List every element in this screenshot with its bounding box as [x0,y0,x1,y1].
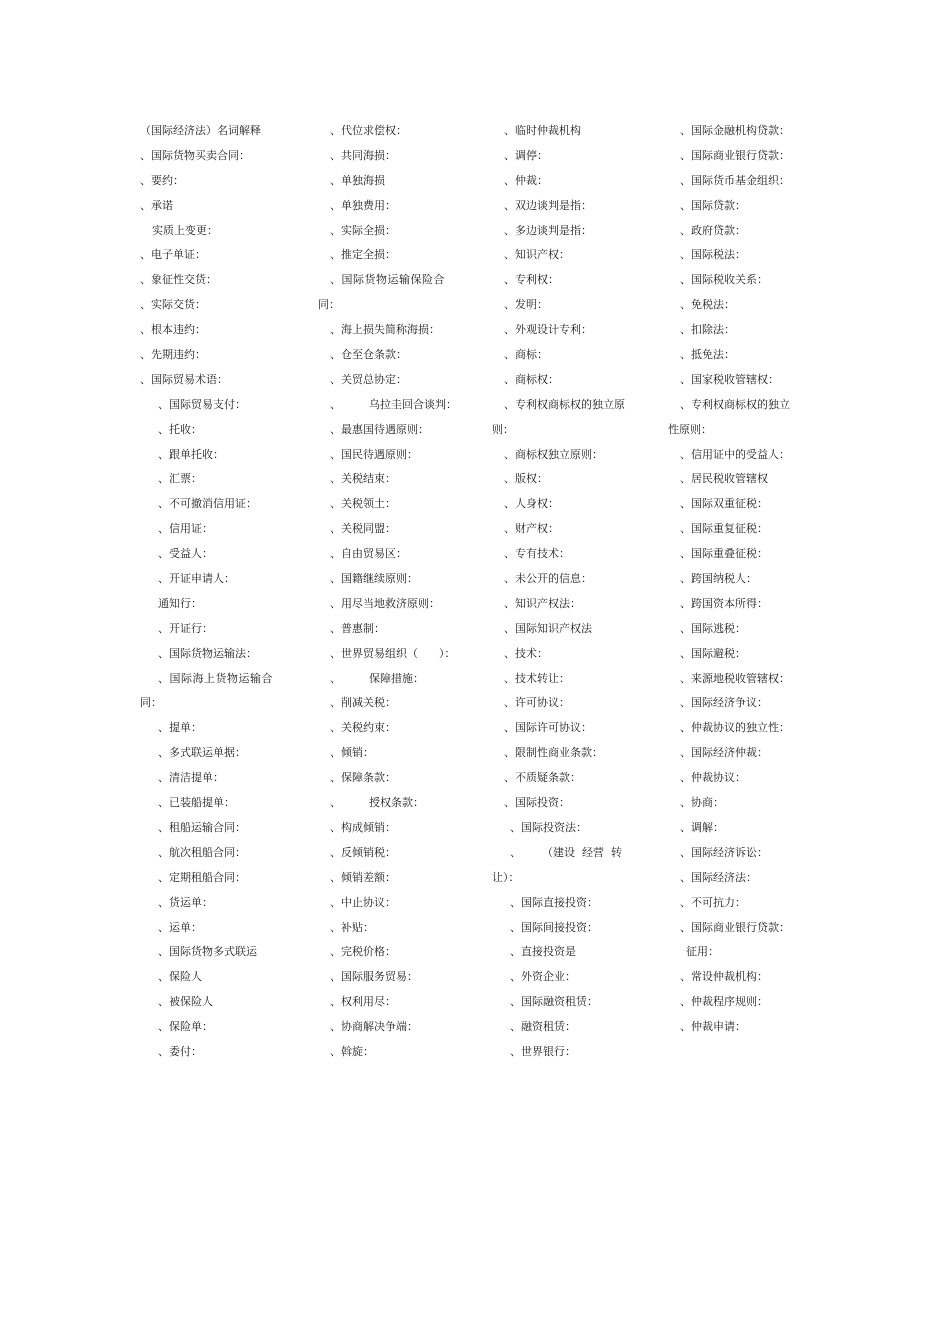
term-line: 、货运单： [158,895,213,909]
term-line: 、共同海损： [330,148,396,162]
term-line: 、电子单证： [140,248,206,262]
term-line: 、清洁提单： [158,771,224,785]
term-line: 、托收： [158,422,202,436]
term-line: 、提单： [158,721,202,735]
term-line: 则： [492,422,514,436]
term-line: 、开证申请人： [158,572,235,586]
term-line: 、国际贸易支付： [158,397,246,411]
term-line: 、技术： [504,646,548,660]
term-line: 、国际经济仲裁： [680,746,768,760]
term-line: 、构成倾销： [330,820,396,834]
term-line: 、国际贷款： [680,198,746,212]
term-line: 、仲裁协议的独立性： [680,721,790,735]
term-line: 、倾销差额： [330,870,396,884]
term-line: 、外资企业： [510,970,576,984]
term-line: 、国际知识产权法 [504,621,592,635]
term-line: 、信用证： [158,522,213,536]
term-line: 、保障条款： [330,771,396,785]
term-line: 、知识产权法： [504,596,581,610]
term-line: 、国际税收关系： [680,273,768,287]
term-line: 、跟单托收： [158,447,224,461]
term-line: 、国际直接投资： [510,895,598,909]
term-line: 、国际货物多式联运 [158,945,257,959]
term-line: 、承诺 [140,198,173,212]
term-line: 、单独海损 [330,173,385,187]
glossary-column-3 [492,119,667,1065]
term-line: 、商标： [504,348,548,362]
term-line: 性原则： [668,422,712,436]
term-line: 、根本违约： [140,323,206,337]
term-line: 、来源地税收管辖权： [680,671,790,685]
term-line: 、国际服务贸易： [330,970,418,984]
term-line: 、保险单： [158,1020,213,1034]
term-line: 、国际经济诉讼： [680,845,768,859]
term-line: 、 乌拉圭回合谈判： [330,397,457,411]
term-line: 、人身权： [504,497,559,511]
term-line: 、商标权： [504,372,559,386]
term-line: 、商标权独立原则： [504,447,603,461]
term-line: 、国籍继续原则： [330,572,418,586]
term-line: 通知行： [158,596,202,610]
term-line: 、融资租赁： [510,1020,576,1034]
term-line: 、专利权商标权的独立 [680,397,790,411]
term-line: 、最惠国待遇原则： [330,422,429,436]
term-line: 、不可抗力： [680,895,746,909]
term-line: 、国际货币基金组织： [680,173,790,187]
term-line: 、调解： [680,820,724,834]
term-line: 、国际间接投资： [510,920,598,934]
term-line: 、倾销： [330,746,374,760]
term-line: 、国际金融机构贷款： [680,124,790,137]
term-line: 、关税领土： [330,497,396,511]
term-line: 、版权： [504,472,548,486]
term-line: 、发明： [504,298,548,312]
term-line: 、国际融资租赁： [510,995,598,1009]
term-line: 、关税约束： [330,721,396,735]
term-line: 、补贴： [330,920,374,934]
term-line: 、斡旋： [330,1044,374,1058]
term-line: 、仲裁： [504,173,548,187]
term-line: 、仓至仓条款： [330,348,407,362]
term-line: 、世界银行： [510,1044,576,1058]
term-line: 、代位求偿权： [330,124,407,137]
term-line: 、国民待遇原则： [330,447,418,461]
term-line: 、定期租船合同： [158,870,246,884]
term-line: 、专利权： [504,273,559,287]
term-line: 、未公开的信息： [504,572,592,586]
term-line: 、委付： [158,1044,202,1058]
term-line: 、财产权： [504,522,559,536]
term-line: 、国际许可协议： [504,721,592,735]
term-line: 、关贸总协定： [330,372,407,386]
glossary-column-4 [668,119,843,1040]
term-line: 、关税同盟： [330,522,396,536]
term-line: 、免税法： [680,298,735,312]
term-line: 、开证行： [158,621,213,635]
term-line: 、单独费用： [330,198,396,212]
term-line: 、反倾销税： [330,845,396,859]
term-line: 、限制性商业条款： [504,746,603,760]
term-line: 、国际逃税： [680,621,746,635]
term-line: 、专利权商标权的独立原 [504,397,625,411]
glossary-column-2 [318,119,493,1065]
term-line: 、 （建设 经营 转 [510,845,622,859]
term-line: 、许可协议： [504,696,570,710]
term-line: 、仲裁申请： [680,1020,746,1034]
term-line: 、信用证中的受益人： [680,447,790,461]
term-line: 、国际商业银行贷款： [680,148,790,162]
term-line: 、政府贷款： [680,223,746,237]
term-line: 、要约： [140,173,184,187]
term-line: 、汇票： [158,472,202,486]
term-line: 、专有技术： [504,547,570,561]
term-line: 、仲裁程序规则： [680,995,768,1009]
term-line: 、先期违约： [140,348,206,362]
term-line: 、受益人： [158,547,213,561]
term-line: 、海上损失简称海损： [330,323,440,337]
term-line: 、国际投资法： [510,820,587,834]
term-line: 、用尽当地救济原则： [330,596,440,610]
term-line: 、不可撤消信用证： [158,497,257,511]
term-line: 、保险人 [158,970,202,984]
term-line: 、仲裁协议： [680,771,746,785]
term-line: 、运单： [158,920,202,934]
term-line: 、常设仲裁机构： [680,970,768,984]
term-line: 、国际投资： [504,796,570,810]
term-line: 、国际海上货物运输合 [158,671,273,685]
term-line: 、技术转让： [504,671,570,685]
term-line: 、调停： [504,148,548,162]
glossary-column-1 [140,119,315,1065]
term-line: 、跨国资本所得： [680,596,768,610]
term-line: 、直接投资是 [510,945,576,959]
term-line: 、跨国纳税人： [680,572,757,586]
term-line: 、抵免法： [680,348,735,362]
term-line: 让）： [492,870,520,884]
term-line: 、航次租船合同： [158,845,246,859]
term-line: 、实际交货： [140,298,206,312]
term-line: 、中止协议： [330,895,396,909]
term-line: 、国际税法： [680,248,746,262]
term-line: 、国际贸易术语： [140,372,228,386]
term-line: 、国际货物运输法： [158,646,257,660]
term-line: 、多式联运单据： [158,746,246,760]
term-line: 、国家税收管辖权： [680,372,779,386]
term-line: 、国际双重征税： [680,497,768,511]
term-line: 、 保障措施： [330,671,424,685]
term-line: 、国际经济法： [680,870,757,884]
term-line: 、外观设计专利： [504,323,592,337]
term-line: 、不质疑条款： [504,771,581,785]
term-line: 、双边谈判是指： [504,198,592,212]
term-line: 、完税价格： [330,945,396,959]
term-line: 、削减关税： [330,696,396,710]
term-line: 、扣除法： [680,323,735,337]
term-line: 、协商： [680,796,724,810]
term-line: 、居民税收管辖权 [680,472,768,486]
term-line: 、 授权条款： [330,796,424,810]
term-line: 、知识产权： [504,248,570,262]
term-line: 、国际商业银行贷款： [680,920,790,934]
term-line: 、国际避税： [680,646,746,660]
term-line: 、被保险人 [158,995,213,1009]
term-line: 、国际经济争议： [680,696,768,710]
document-title: （国际经济法）名词解释 [140,124,261,137]
term-line: 、临时仲裁机构 [504,124,581,137]
term-line: 、多边谈判是指： [504,223,592,237]
term-line: 、国际重叠征税： [680,547,768,561]
term-line: 、象征性交货： [140,273,217,287]
term-line: 、实际全损： [330,223,396,237]
term-line: 、国际货物买卖合同： [140,148,250,162]
term-line: 同： [318,298,340,312]
term-line: 、自由贸易区： [330,547,407,561]
term-line: 、已装船提单： [158,796,235,810]
term-line: 、国际重复征税： [680,522,768,536]
term-line: 、权利用尽： [330,995,396,1009]
term-line: 征用： [686,945,719,959]
term-line: 、推定全损： [330,248,396,262]
term-line: 、国际货物运输保险合 [330,273,445,287]
term-line: 同： [140,696,162,710]
term-line: 、世界贸易组织（ ）： [330,646,456,660]
term-line: 实质上变更： [152,223,218,237]
term-line: 、普惠制： [330,621,385,635]
term-line: 、协商解决争端： [330,1020,418,1034]
term-line: 、关税结束： [330,472,396,486]
term-line: 、租船运输合同： [158,820,246,834]
